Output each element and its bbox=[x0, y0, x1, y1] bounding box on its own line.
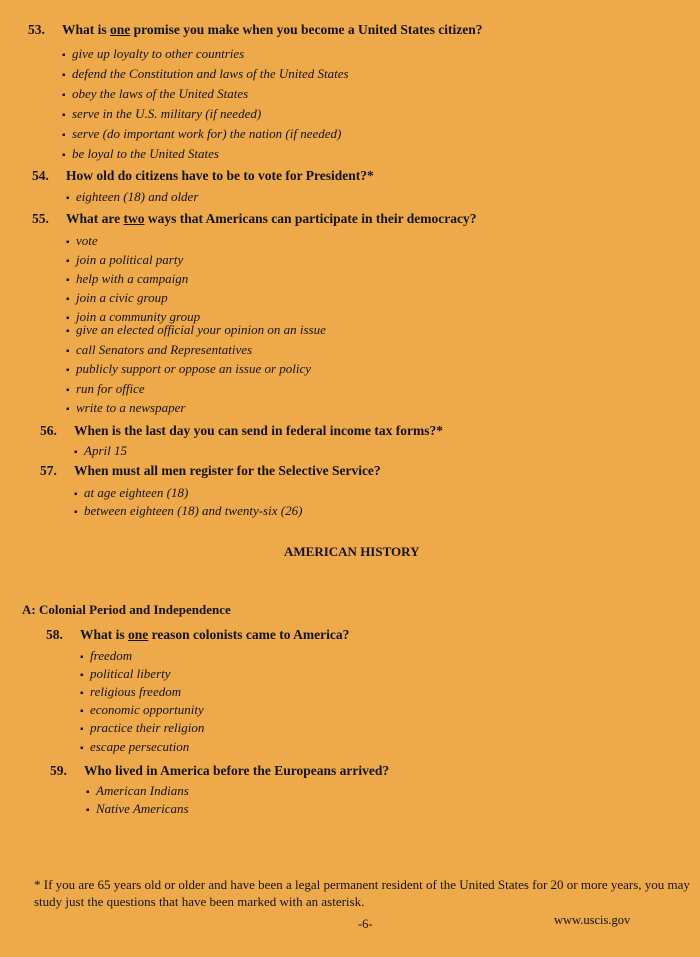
answer-item: ▪ obey the laws of the United States bbox=[62, 86, 249, 101]
question-text-pre: Who lived in America before the Europeans arrived? bbox=[84, 763, 390, 778]
answer-item: ▪ call Senators and Representatives bbox=[66, 342, 253, 357]
answer-item: ▪ eighteen (18) and older bbox=[66, 189, 199, 204]
footnote: * If you are 65 years old or older and have been a legal permanent resident of the United States for 20 or more years, you may study just the questions that have been marked with an asterisk. bbox=[34, 877, 690, 909]
answer-item: ▪ join a political party bbox=[66, 252, 184, 267]
answer-item: ▪ freedom bbox=[80, 648, 133, 663]
answer-item: ▪ join a community group bbox=[66, 309, 201, 324]
website-url: www.uscis.gov bbox=[554, 913, 631, 927]
answer-item: ▪ vote bbox=[66, 233, 98, 248]
question-55 bbox=[32, 211, 476, 227]
answer-item: ▪ American Indians bbox=[86, 783, 189, 798]
question-53 bbox=[28, 22, 483, 38]
subsection-heading: A: Colonial Period and Independence bbox=[22, 602, 231, 617]
question-number: 54. bbox=[32, 168, 49, 183]
answer-item: ▪ practice their religion bbox=[80, 720, 205, 735]
answer-item: ▪ Native Americans bbox=[86, 801, 189, 816]
answer-item: ▪ political liberty bbox=[80, 666, 171, 681]
answer-item: ▪ join a civic group bbox=[66, 290, 168, 305]
question-number: 57. bbox=[40, 463, 57, 478]
answer-item: ▪ serve in the U.S. military (if needed) bbox=[62, 106, 262, 121]
question-text-pre: What is bbox=[80, 627, 129, 642]
answer-item: ▪ help with a campaign bbox=[66, 271, 189, 286]
section-heading: AMERICAN HISTORY bbox=[284, 544, 420, 559]
page-number: -6- bbox=[358, 917, 373, 931]
answer-item: ▪ economic opportunity bbox=[80, 702, 204, 717]
question-54 bbox=[32, 168, 374, 184]
answer-item: ▪ write to a newspaper bbox=[66, 400, 186, 415]
question-number: 58. bbox=[46, 627, 63, 642]
answer-item: ▪ at age eighteen (18) bbox=[74, 485, 189, 500]
question-number: 53. bbox=[28, 22, 45, 37]
answer-item: ▪ publicly support or oppose an issue or policy bbox=[66, 361, 312, 376]
question-text-emphasis: one bbox=[110, 22, 131, 37]
answer-item: ▪ be loyal to the United States bbox=[62, 146, 219, 161]
question-text-pre: When must all men register for the Selective Service? bbox=[74, 463, 381, 478]
question-59 bbox=[50, 763, 389, 779]
answer-item: ▪ serve (do important work for) the nation (if needed) bbox=[62, 126, 342, 141]
question-text-pre: What are bbox=[66, 211, 124, 226]
question-58 bbox=[46, 627, 349, 643]
answer-item: ▪ religious freedom bbox=[80, 684, 182, 699]
question-text-post: ways that Americans can participate in their democracy? bbox=[144, 211, 477, 226]
answer-item: ▪ give an elected official your opinion on an issue bbox=[66, 322, 326, 337]
question-57 bbox=[40, 463, 381, 479]
answer-item: ▪ defend the Constitution and laws of the United States bbox=[62, 66, 349, 81]
answer-item: ▪ April 15 bbox=[74, 443, 127, 458]
answer-item: ▪ between eighteen (18) and twenty-six (26) bbox=[74, 503, 303, 518]
answer-item: ▪ run for office bbox=[66, 381, 145, 396]
answer-item: ▪ escape persecution bbox=[80, 739, 190, 754]
question-text-pre: What is bbox=[62, 22, 111, 37]
answer-item: ▪ give up loyalty to other countries bbox=[62, 46, 245, 61]
question-56 bbox=[40, 423, 443, 439]
question-text-emphasis: two bbox=[123, 211, 145, 226]
question-text-pre: How old do citizens have to be to vote for President?* bbox=[66, 168, 374, 183]
question-text-post: reason colonists came to America? bbox=[148, 627, 350, 642]
question-number: 55. bbox=[32, 211, 49, 226]
question-number: 56. bbox=[40, 423, 57, 438]
question-text-pre: When is the last day you can send in federal income tax forms?* bbox=[74, 423, 443, 438]
question-text-post: promise you make when you become a United States citizen? bbox=[130, 22, 483, 37]
question-text-emphasis: one bbox=[128, 627, 149, 642]
question-number: 59. bbox=[50, 763, 67, 778]
